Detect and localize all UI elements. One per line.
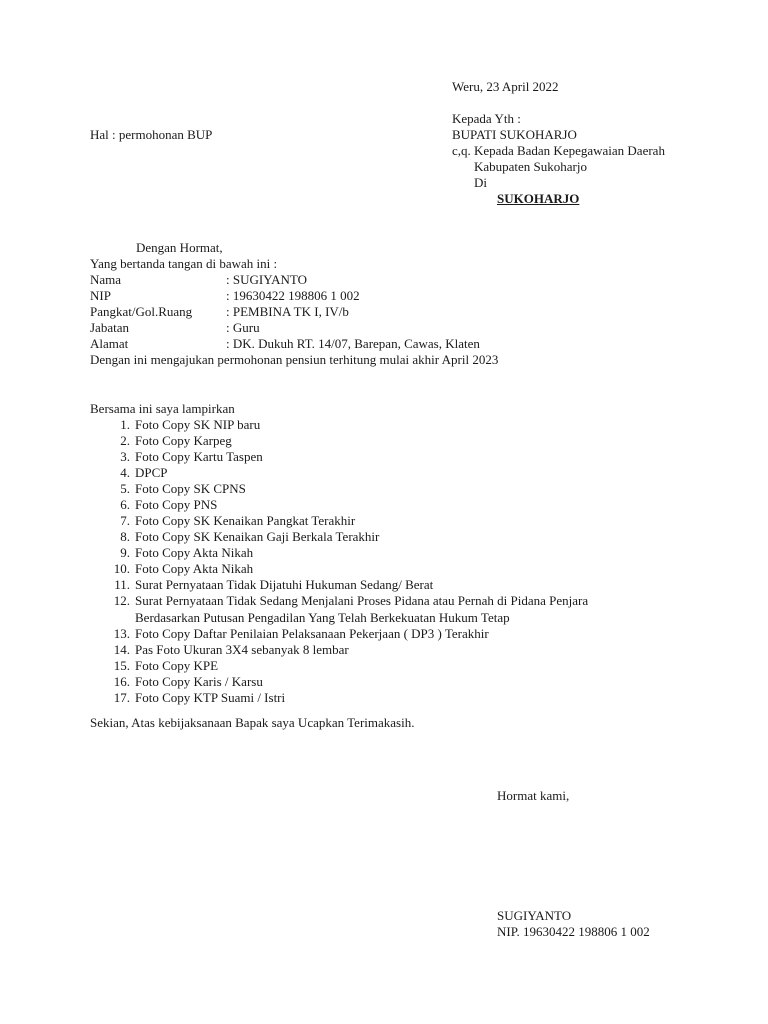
- field-label-alamat: Alamat: [90, 336, 129, 351]
- signature-nip: NIP. 19630422 198806 1 002: [497, 924, 650, 939]
- attachments-intro: Bersama ini saya lampirkan: [90, 401, 235, 416]
- greeting: Dengan Hormat,: [136, 240, 223, 255]
- field-value-alamat: : DK. Dukuh RT. 14/07, Barepan, Cawas, Klaten: [226, 336, 480, 351]
- list-item-number: 4.: [120, 465, 130, 480]
- field-value-nip: : 19630422 198806 1 002: [226, 288, 360, 303]
- closing-line: Sekian, Atas kebijaksanaan Bapak saya Ucapkan Terimakasih.: [90, 715, 415, 730]
- subject-line: Hal : permohonan BUP: [90, 127, 213, 142]
- list-item-number: 12.: [113, 593, 130, 608]
- list-item-number: 9.: [120, 545, 130, 560]
- list-item-continuation: Berdasarkan Putusan Pengadilan Yang Telah Berkekuatan Hukum Tetap: [135, 610, 510, 625]
- list-item: Foto Copy SK Kenaikan Gaji Berkala Terakhir: [135, 529, 380, 544]
- list-item-number: 10.: [113, 561, 130, 576]
- list-item: Foto Copy Karpeg: [135, 433, 232, 448]
- list-item: Foto Copy Akta Nikah: [135, 561, 254, 576]
- request-line: Dengan ini mengajukan permohonan pensiun terhitung mulai akhir April 2023: [90, 352, 499, 367]
- list-item-number: 7.: [120, 513, 130, 528]
- recipient-line-1: Kepada Yth :: [452, 111, 521, 126]
- list-item-number: 1.: [120, 417, 130, 432]
- list-item-number: 16.: [113, 674, 130, 689]
- list-item: Foto Copy KTP Suami / Istri: [135, 690, 286, 705]
- list-item-number: 14.: [113, 642, 130, 657]
- field-value-jabatan: : Guru: [226, 320, 260, 335]
- field-label-pangkat: Pangkat/Gol.Ruang: [90, 304, 193, 319]
- signature-salutation: Hormat kami,: [497, 788, 570, 803]
- list-item-number: 5.: [120, 481, 130, 496]
- field-label-nama: Nama: [90, 272, 122, 287]
- list-item-number: 13.: [113, 626, 130, 641]
- field-label-nip: NIP: [90, 288, 111, 303]
- recipient-line-3: c,q. Kepada Badan Kepegawaian Daerah: [452, 143, 665, 158]
- list-item: Foto Copy KPE: [135, 658, 219, 673]
- list-item-number: 11.: [114, 577, 130, 592]
- list-item: Foto Copy SK Kenaikan Pangkat Terakhir: [135, 513, 356, 528]
- list-item: Foto Copy SK NIP baru: [135, 417, 261, 432]
- field-value-nama: : SUGIYANTO: [226, 272, 308, 287]
- list-item: DPCP: [135, 465, 168, 480]
- list-item: Pas Foto Ukuran 3X4 sebanyak 8 lembar: [135, 642, 349, 657]
- recipient-city: SUKOHARJO: [497, 191, 580, 206]
- recipient-line-4: Kabupaten Sukoharjo: [474, 159, 588, 174]
- recipient-line-2: BUPATI SUKOHARJO: [452, 127, 577, 142]
- list-item-number: 6.: [120, 497, 130, 512]
- list-item: Surat Pernyataan Tidak Dijatuhi Hukuman Sedang/ Berat: [135, 577, 434, 592]
- list-item-number: 15.: [113, 658, 130, 673]
- place-date: Weru, 23 April 2022: [452, 79, 559, 94]
- list-item: Foto Copy Akta Nikah: [135, 545, 254, 560]
- field-label-jabatan: Jabatan: [90, 320, 129, 335]
- list-item-number: 3.: [120, 449, 130, 464]
- list-item-number: 8.: [120, 529, 130, 544]
- signature-name: SUGIYANTO: [497, 908, 572, 923]
- list-item: Surat Pernyataan Tidak Sedang Menjalani Proses Pidana atau Pernah di Pidana Penjara: [135, 593, 589, 608]
- recipient-line-5: Di: [474, 175, 487, 190]
- list-item: Foto Copy Daftar Penilaian Pelaksanaan Pekerjaan ( DP3 ) Terakhir: [135, 626, 489, 641]
- intro-line: Yang bertanda tangan di bawah ini :: [90, 256, 278, 271]
- list-item: Foto Copy PNS: [135, 497, 218, 512]
- list-item-number: 17.: [113, 690, 130, 705]
- list-item: Foto Copy SK CPNS: [135, 481, 246, 496]
- list-item-number: 2.: [120, 433, 130, 448]
- list-item: Foto Copy Kartu Taspen: [135, 449, 263, 464]
- field-value-pangkat: : PEMBINA TK I, IV/b: [226, 304, 349, 319]
- list-item: Foto Copy Karis / Karsu: [135, 674, 263, 689]
